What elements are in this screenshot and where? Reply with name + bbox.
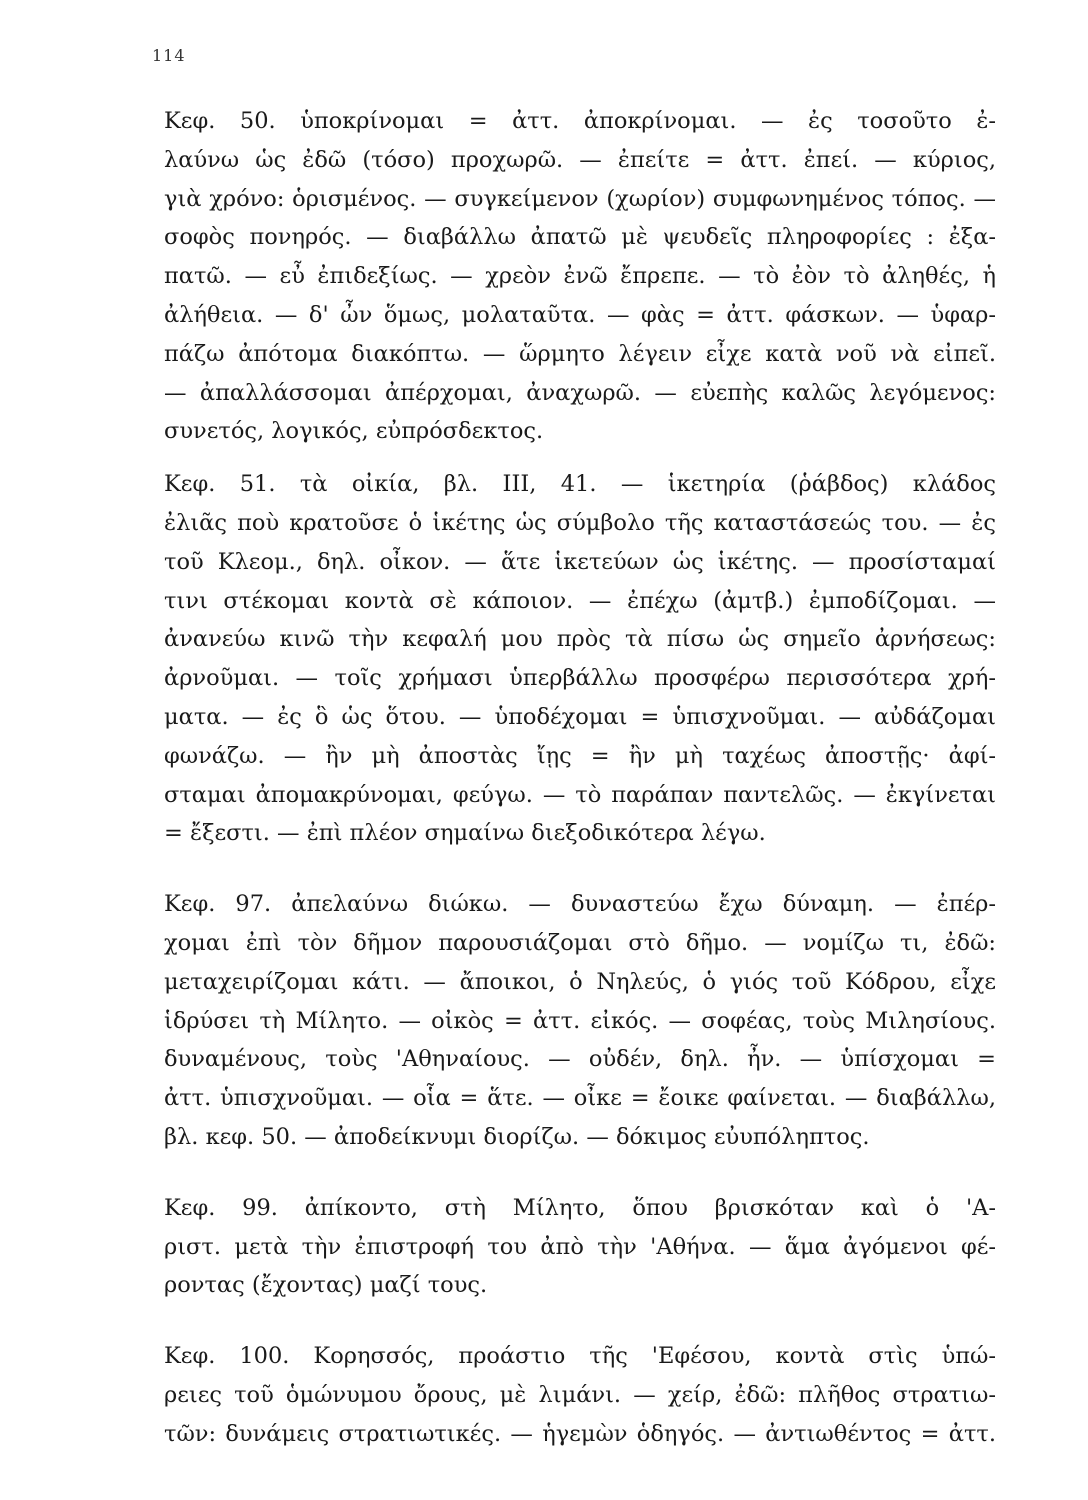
text-line: γιὰ χρόνο: ὁρισμένος. — συγκείμενον (χωρίον) συμφωνημένος τόπος. — [164,185,996,212]
text-line: τῶν: δυνάμεις στρατιωτικές. — ἡγεμὼν ὁδηγός. — ἀντιωθέντος = ἀττ. [164,1420,996,1447]
text-line: — ἀπαλλάσσομαι ἀπέρχομαι, ἀναχωρῶ. — εὐεπὴς καλῶς λεγόμενος: [164,379,996,406]
text-line: βλ. κεφ. 50. — ἀποδείκνυμι διορίζω. — δόκιμος εὐυπόληπτος. [164,1123,870,1150]
text-line: ριστ. μετὰ τὴν ἐπιστροφή του ἀπὸ τὴν 'Αθήνα. — ἅμα ἀγόμενοι φέ- [164,1233,996,1260]
text-line: πατῶ. — εὖ ἐπιδεξίως. — χρεὸν ἐνῶ ἔπρεπε. — τὸ ἐὸν τὸ ἀληθές, ἡ [164,263,996,290]
text-line: Κεφ. 51. τὰ οἰκία, βλ. III, 41. — ἱκετηρία (ῥάβδος) κλάδος [164,471,996,498]
paragraph-chapter-99 [164,1189,996,1305]
text-line: δυναμένους, τοὺς 'Αθηναίους. — οὐδέν, δηλ. ἦν. — ὑπίσχομαι = [164,1046,996,1073]
text-line: χομαι ἐπὶ τὸν δῆμον παρουσιάζομαι στὸ δῆμο. — νομίζω τι, ἐδῶ: [164,929,996,956]
paragraph-chapter-51 [164,465,996,853]
text-line: λαύνω ὡς ἐδῶ (τόσο) προχωρῶ. — ἐπείτε = ἀττ. ἐπεί. — κύριος, [164,146,996,173]
text-line: τινι στέκομαι κοντὰ σὲ κάποιον. — ἐπέχω (ἀμτβ.) ἐμποδίζομαι. — [164,587,996,614]
text-line: ἀττ. ὑπισχνοῦμαι. — οἷα = ἅτε. — οἶκε = ἔοικε φαίνεται. — διαβάλλω, [164,1085,996,1112]
text-line: πάζω ἀπότομα διακόπτω. — ὥρμητο λέγειν εἶχε κατὰ νοῦ νὰ εἰπεῖ. [164,340,996,367]
text-line: συνετός, λογικός, εὐπρόσδεκτος. [164,418,544,445]
text-line: ἱδρύσει τὴ Μίλητο. — οἰκὸς = ἀττ. εἰκός. — σοφέας, τοὺς Μιλησίους. [164,1007,996,1034]
text-line: = ἔξεστι. — ἐπὶ πλέον σημαίνω διεξοδικότερα λέγω. [164,820,766,847]
text-line: ἀλήθεια. — δ' ὦν ὅμως, μολαταῦτα. — φὰς = ἀττ. φάσκων. — ὑφαρ- [164,301,996,328]
text-line: ματα. — ἐς ὃ ὡς ὅτου. — ὑποδέχομαι = ὑπισχνοῦμαι. — αὐδάζομαι [164,703,996,730]
text-line: Κεφ. 50. ὑποκρίνομαι = ἀττ. ἀποκρίνομαι. — ἐς τοσοῦτο ἐ- [164,108,996,134]
text-line: Κεφ. 97. ἀπελαύνω διώκω. — δυναστεύω ἔχω δύναμη. — ἐπέρ- [164,891,996,918]
text-line: ἀνανεύω κινῶ τὴν κεφαλή μου πρὸς τὰ πίσω ὡς σημεῖο ἀρνήσεως: [164,626,996,653]
paragraph-chapter-100 [164,1337,996,1453]
text-line: σοφὸς πονηρός. — διαβάλλω ἀπατῶ μὲ ψευδεῖς πληροφορίες : ἐξα- [164,224,996,251]
text-line: ἐλιᾶς ποὺ κρατοῦσε ὁ ἱκέτης ὡς σύμβολο τῆς καταστάσεώς του. — ἐς [164,509,996,536]
paragraph-chapter-97 [164,885,996,1157]
page-number: 114 [152,46,186,65]
text-line: ἀρνοῦμαι. — τοῖς χρήμασι ὑπερβάλλω προσφέρω περισσότερα χρή- [164,665,996,692]
text-line: ρειες τοῦ ὁμώνυμου ὄρους, μὲ λιμάνι. — χείρ, ἐδῶ: πλῆθος στρατιω- [164,1381,996,1408]
text-line: τοῦ Κλεομ., δηλ. οἶκον. — ἅτε ἱκετεύων ὡς ἱκέτης. — προσίσταμαί [164,548,996,575]
text-line: ροντας (ἔχοντας) μαζί τους. [164,1272,488,1299]
text-line: Κεφ. 100. Κορησσός, προάστιο τῆς 'Εφέσου, κοντὰ στὶς ὑπώ- [164,1343,996,1370]
text-line: μεταχειρίζομαι κάτι. — ἄποικοι, ὁ Νηλεύς, ὁ γιός τοῦ Κόδρου, εἶχε [164,968,996,995]
commentary-text [164,102,996,1454]
text-line: φωνάζω. — ἢν μὴ ἀποστὰς ἴῃς = ἢν μὴ ταχέως ἀποστῇς· ἀφί- [164,742,996,769]
text-line: Κεφ. 99. ἀπίκοντο, στὴ Μίλητο, ὅπου βρισκόταν καὶ ὁ 'Α- [164,1194,996,1221]
paragraph-chapter-50 [164,102,996,451]
text-line: σταμαι ἀπομακρύνομαι, φεύγω. — τὸ παράπαν παντελῶς. — ἐκγίνεται [164,781,996,808]
